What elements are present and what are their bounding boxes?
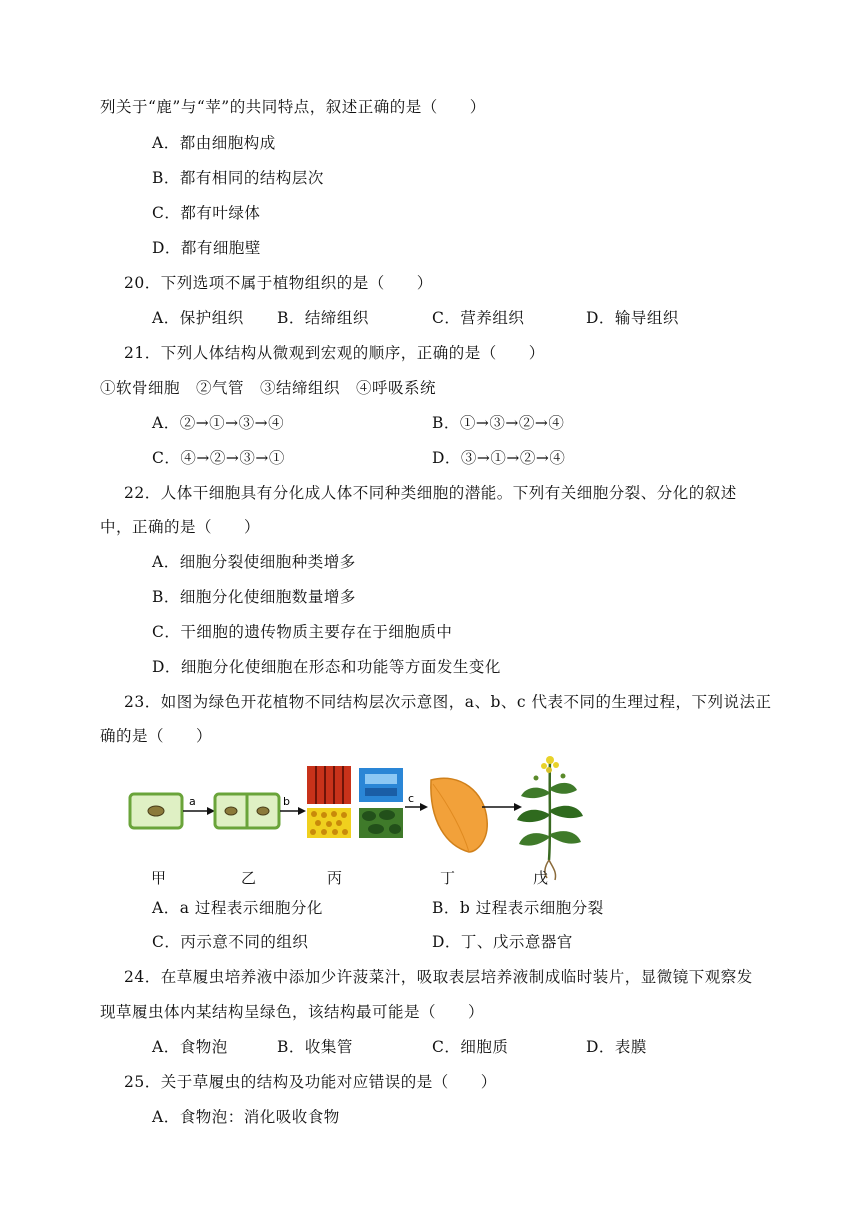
q20-option-b: B．结缔组织	[277, 309, 369, 327]
q21-option-b: B．①→③→②→④	[432, 414, 565, 432]
q22-stem-line2: 中，正确的是（ ）	[100, 518, 261, 536]
q22-option-c: C．干细胞的遗传物质主要存在于细胞质中	[152, 623, 453, 641]
figure-label-bing: 丙	[327, 869, 343, 887]
q23-stem-line1: 23．如图为绿色开花植物不同结构层次示意图，a、b、c 代表不同的生理过程，下列说法正	[124, 693, 772, 711]
figure-label-jia: 甲	[151, 869, 167, 887]
leaf-image	[431, 778, 487, 852]
q19-option-c: C．都有叶绿体	[152, 204, 261, 222]
q21-option-d: D．③→①→②→④	[432, 449, 566, 467]
q23-option-d: D．丁、戊示意器官	[432, 933, 573, 951]
q21-option-a: A．②→①→③→④	[152, 414, 285, 432]
q19-option-b: B．都有相同的结构层次	[152, 169, 324, 187]
figure-label-wu: 戊	[533, 869, 549, 887]
q22-stem-line1: 22．人体干细胞具有分化成人体不同种类细胞的潜能。下列有关细胞分裂、分化的叙述	[124, 484, 737, 502]
q24-option-a: A．食物泡	[152, 1038, 228, 1056]
figure-label-yi: 乙	[241, 869, 257, 887]
q19-option-a: A．都由细胞构成	[152, 134, 276, 152]
q24-option-b: B．收集管	[277, 1038, 353, 1056]
tissues-image	[307, 766, 403, 838]
q25-option-a: A．食物泡：消化吸收食物	[152, 1108, 340, 1126]
q20-option-a: A．保护组织	[152, 309, 244, 327]
single-cell-image	[130, 794, 182, 828]
two-cells-image	[215, 794, 279, 828]
q23-option-c: C．丙示意不同的组织	[152, 933, 309, 951]
q21-option-c: C．④→②→③→①	[152, 449, 285, 467]
arrow-to-plant	[482, 803, 522, 811]
q21-stem: 21．下列人体结构从微观到宏观的顺序，正确的是（ ）	[124, 344, 545, 362]
q19-stem: 列关于“鹿”与“苹”的共同特点，叙述正确的是（ ）	[100, 98, 486, 116]
q20-option-d: D．输导组织	[586, 309, 679, 327]
q20-option-c: C．营养组织	[432, 309, 525, 327]
q23-option-b: B．b 过程表示细胞分裂	[432, 899, 604, 917]
q20-stem: 20．下列选项不属于植物组织的是（ ）	[124, 274, 433, 292]
arrow-b	[280, 795, 306, 815]
q23-option-a: A．a 过程表示细胞分化	[152, 899, 323, 917]
arrow-a	[183, 795, 215, 815]
q22-option-b: B．细胞分化使细胞数量增多	[152, 588, 356, 606]
plant-levels-diagram	[125, 752, 725, 892]
plant-levels-figure	[125, 752, 725, 892]
q21-items: ①软骨细胞 ②气管 ③结缔组织 ④呼吸系统	[100, 379, 437, 397]
q24-stem-line1: 24．在草履虫培养液中添加少许菠菜汁，吸取表层培养液制成临时装片，显微镜下观察发	[124, 968, 753, 986]
arrow-a-label: a	[189, 795, 196, 808]
q24-option-c: C．细胞质	[432, 1038, 509, 1056]
plant-image	[517, 756, 583, 880]
arrow-b-label: b	[283, 795, 290, 808]
figure-label-ding: 丁	[440, 869, 456, 887]
q22-option-a: A．细胞分裂使细胞种类增多	[152, 553, 356, 571]
q22-option-d: D．细胞分化使细胞在形态和功能等方面发生变化	[152, 658, 501, 676]
q24-stem-line2: 现草履虫体内某结构呈绿色，该结构最可能是（ ）	[100, 1003, 485, 1021]
q24-option-d: D．表膜	[586, 1038, 647, 1056]
q25-stem: 25．关于草履虫的结构及功能对应错误的是（ ）	[124, 1073, 497, 1091]
arrow-c-label: c	[408, 792, 415, 805]
q23-stem-line2: 确的是（ ）	[100, 727, 213, 745]
arrow-c	[405, 792, 428, 811]
q19-option-d: D．都有细胞壁	[152, 239, 261, 257]
